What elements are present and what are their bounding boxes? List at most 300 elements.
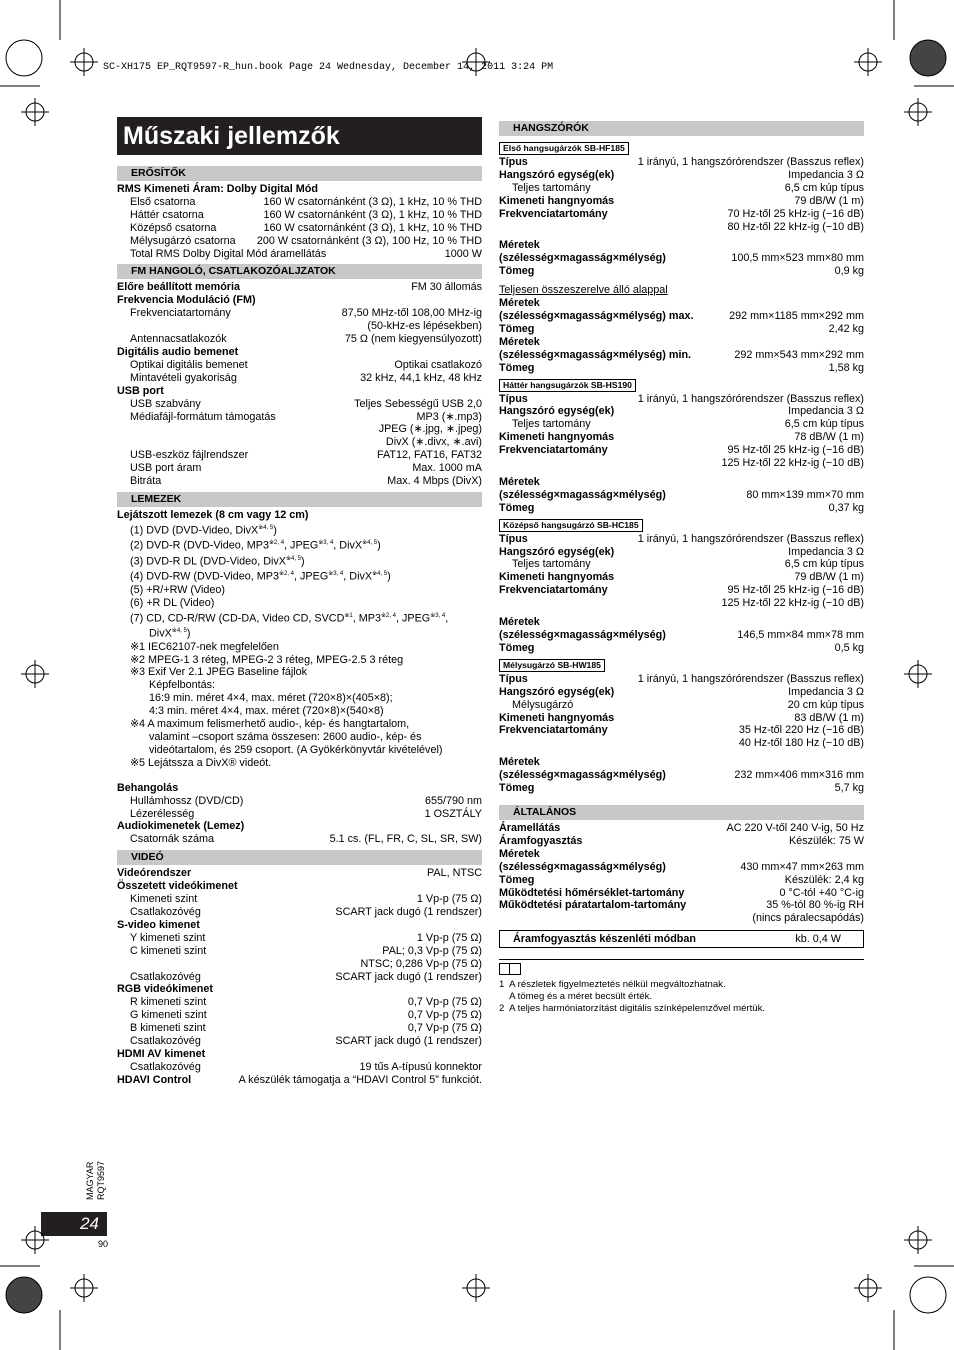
spec-group-label: Méretek [499, 335, 540, 348]
spec-value: Max. 4 Mbps (DivX) [387, 475, 482, 488]
spec-row [499, 502, 864, 515]
spec-row [499, 874, 864, 887]
spec-row [117, 1022, 482, 1035]
spec-label: Teljes tartomány [512, 558, 591, 571]
spec-group-label: Audiokimenetek (Lemez) [117, 820, 245, 833]
spec-label: Kimeneti hangnyomás [499, 571, 615, 584]
spec-row [117, 906, 482, 919]
spec-row [117, 222, 482, 235]
spec-label: Típus [499, 672, 528, 685]
divider [499, 959, 864, 960]
spec-value: AC 220 V-től 240 V-ig, 50 Hz [726, 821, 864, 834]
spec-row [117, 235, 482, 248]
spec-text-line: ※4 A maximum felismerhető audio-, kép- és hangtartalom, [130, 718, 410, 731]
right-column [499, 117, 864, 925]
spec-label: Kimeneti hangnyomás [499, 431, 615, 444]
spec-value: 78 dB/W (1 m) [794, 431, 864, 444]
spec-label: Tömeg [499, 265, 535, 278]
spec-row [499, 195, 864, 208]
spec-label: Mélysugárzó [512, 698, 574, 711]
spec-text-line: videótartalom, és 259 csoport. (A Gyökérkönyvtár kivételével) [149, 743, 443, 756]
spec-value: 1 OSZTÁLY [424, 807, 482, 820]
spec-value: 160 W csatornánként (3 Ω), 1 kHz, 10 % THD [263, 221, 482, 234]
standby-value: kb. 0,4 W [795, 933, 841, 945]
spec-label: Háttér csatorna [130, 208, 204, 221]
spec-label: Frekvenciatartomány [130, 307, 231, 320]
target-circle-br [910, 1277, 946, 1313]
section-header: FM HANGOLÓ, CSATLAKOZÓALJZATOK [117, 264, 482, 279]
spec-value: SCART jack dugó (1 rendszer) [335, 970, 482, 983]
spec-row [499, 673, 864, 686]
spec-value: 1000 W [444, 247, 482, 260]
spec-label: (szélesség×magasság×mélység) [499, 488, 666, 501]
spec-label: Lézerélesség [130, 807, 195, 820]
spec-value: 125 Hz-től 22 kHz-ig (−10 dB) [721, 457, 864, 470]
side-language: MAGYAR [85, 1161, 95, 1200]
spec-value: 1,58 kg [828, 361, 864, 374]
standby-power-box [499, 930, 864, 1015]
spec-text-line: (1) DVD (DVD-Video, DivX$^{※4, 5}$) [130, 524, 277, 537]
spec-label: Tömeg [499, 641, 535, 654]
spec-label: Tömeg [499, 873, 535, 886]
spec-group-label: Lejátszott lemezek (8 cm vagy 12 cm) [117, 508, 309, 521]
spec-label: Tömeg [499, 322, 535, 335]
spec-text-line: (3) DVD-R DL (DVD-Video, DivX$^{※4, 5}$) [130, 555, 305, 568]
section-header: ERŐSÍTŐK [117, 166, 482, 181]
spec-row [499, 912, 864, 925]
side-code: RQT9597 [96, 1160, 106, 1200]
spec-row [499, 769, 864, 782]
spec-value: 1 Vp-p (75 Ω) [416, 893, 482, 906]
spec-group-label: Méretek [499, 616, 540, 629]
spec-value: 5.1 cs. (FL, FR, C, SL, SR, SW) [329, 833, 482, 846]
section-header: VIDEÓ [117, 850, 482, 865]
spec-text-line: DivX$^{※4, 5}$) [149, 627, 191, 640]
spec-row [117, 1074, 482, 1087]
spec-value: 40 Hz-től 180 Hz (−10 dB) [738, 737, 864, 750]
spec-value: 100,5 mm×523 mm×80 mm [731, 252, 864, 265]
spec-row [499, 861, 864, 874]
footnote: 2 A teljes harmóniatorzítást digitális színképelemzővel mértük. [499, 1003, 766, 1014]
spec-group-label: HDMI AV kimenet [117, 1047, 206, 1060]
spec-label: Teljes tartomány [512, 181, 591, 194]
spec-row [117, 398, 482, 411]
spec-label: G kimeneti szint [130, 1009, 207, 1022]
spec-label: Teljes tartomány [512, 418, 591, 431]
spec-value: FAT12, FAT16, FAT32 [376, 449, 482, 462]
spec-value: 95 Hz-től 25 kHz-ig (−16 dB) [727, 444, 864, 457]
spec-label: Antennacsatlakozók [130, 333, 227, 346]
spec-row [499, 444, 864, 457]
spec-label: (szélesség×magasság×mélység) max. [499, 309, 694, 322]
footnote: A tömeg és a méret becsült érték. [499, 991, 653, 1002]
spec-text-line: (7) CD, CD-R/RW (CD-DA, Video CD, SVCD$^{※1}$, MP3$^{※2, 4}$, JPEG$^{※3, 4}$, [130, 612, 449, 625]
spacer [499, 795, 864, 801]
spec-row [117, 462, 482, 475]
book-icon [499, 963, 521, 975]
spec-row [117, 932, 482, 945]
spec-label: (szélesség×magasság×mélység) [499, 252, 666, 265]
spec-row [499, 642, 864, 655]
spec-value: Impedancia 3 Ω [788, 168, 864, 181]
spec-row [117, 333, 482, 346]
spec-row [499, 349, 864, 362]
spec-group-label: Méretek [499, 297, 540, 310]
target-circle-tl [6, 40, 42, 76]
spec-value: Készülék: 75 W [788, 834, 864, 847]
spec-row [499, 156, 864, 169]
spec-row [117, 372, 482, 385]
spec-row [499, 782, 864, 795]
spec-row [499, 323, 864, 336]
spec-row [117, 475, 482, 488]
spec-label: Csatornák száma [130, 833, 215, 846]
spec-row [117, 307, 482, 320]
spec-value: 75 Ω (nem kiegyensúlyozott) [344, 333, 482, 346]
spec-value: 20 cm kúp típus [787, 698, 864, 711]
spec-value: 79 dB/W (1 m) [794, 194, 864, 207]
spec-value: 6,5 cm kúp típus [784, 558, 864, 571]
spec-row [117, 209, 482, 222]
spec-label: Működtetési hőmérséklet-tartomány [499, 886, 685, 899]
spec-value: A készülék támogatja a “HDAVI Control 5” funkciót. [238, 1073, 482, 1086]
spec-value: 125 Hz-től 22 kHz-ig (−10 dB) [721, 597, 864, 610]
spec-label: Frekvenciatartomány [499, 724, 608, 737]
spec-value: 6,5 cm kúp típus [784, 418, 864, 431]
spec-label: (szélesség×magasság×mélység) [499, 769, 666, 782]
spec-label: R kimeneti szint [130, 996, 207, 1009]
spec-value: 430 mm×47 mm×263 mm [740, 860, 864, 873]
spec-row [499, 533, 864, 546]
footnotes [499, 979, 864, 1015]
spec-value: 0,9 kg [834, 265, 864, 278]
spec-value: 95 Hz-től 25 kHz-ig (−16 dB) [727, 584, 864, 597]
spec-row [499, 431, 864, 444]
spec-value: 1 irányú, 1 hangszórórendszer (Basszus reflex) [637, 392, 864, 405]
spec-label: Áramellátás [499, 821, 561, 834]
spec-label [117, 958, 130, 971]
spec-row [117, 1035, 482, 1048]
spec-value: 2,42 kg [828, 322, 864, 335]
spec-label: Előre beállított memória [117, 281, 240, 294]
spec-label: Hangszóró egység(ek) [499, 168, 615, 181]
spec-label [117, 320, 130, 333]
spec-value: MP3 (∗.mp3) [416, 410, 482, 423]
target-circle-tr [910, 40, 946, 76]
spec-row [117, 248, 482, 261]
spec-row [499, 169, 864, 182]
spec-label: USB port áram [130, 462, 202, 475]
spec-value: 79 dB/W (1 m) [794, 571, 864, 584]
spec-row [117, 1009, 482, 1022]
spec-value: 80 mm×139 mm×70 mm [746, 488, 864, 501]
spec-row [499, 887, 864, 900]
spec-text-line: valamint –csoport száma összesen: 2600 audio-, kép- és [149, 731, 422, 743]
standby-label: Áramfogyasztás készenléti módban [513, 933, 697, 945]
spec-label: Médiafájl-formátum támogatás [130, 410, 276, 423]
spec-label [117, 423, 130, 436]
speaker-model-label: Első hangsugárzók SB-HF185 [499, 142, 629, 155]
spec-row [499, 265, 864, 278]
file-header-line: SC-XH175 EP_RQT9597-R_hun.book Page 24 Wednesday, December 14, 2011 3:24 PM [103, 62, 554, 73]
spec-value: Impedancia 3 Ω [788, 545, 864, 558]
spec-row [499, 362, 864, 375]
section-header: LEMEZEK [117, 492, 482, 507]
spec-value: (nincs páralecsapódás) [752, 912, 864, 925]
spec-text-line: ※2 MPEG-1 3 réteg, MPEG-2 3 réteg, MPEG-2.5 3 réteg [130, 653, 404, 666]
spec-value: 0,7 Vp-p (75 Ω) [407, 996, 482, 1009]
speaker-model-row [499, 515, 864, 533]
spec-value: 35 Hz-től 220 Hz (−16 dB) [738, 724, 864, 737]
spec-row [117, 281, 482, 294]
spec-value: Optikai csatlakozó [394, 358, 482, 371]
spec-text-line: 4:3 min. méret 4×4, max. méret (720×8)×(540×8) [149, 705, 384, 718]
spec-group-label: Méretek [499, 239, 540, 252]
spec-value: 19 tűs A-típusú konnektor [359, 1060, 482, 1073]
spec-value: SCART jack dugó (1 rendszer) [335, 1035, 482, 1048]
page-title: Műszaki jellemzők [117, 117, 482, 155]
spec-label: C kimeneti szint [130, 944, 207, 957]
spec-text-line: Képfelbontás: [149, 679, 216, 692]
spec-value: PAL, NTSC [427, 867, 482, 880]
spec-row [499, 252, 864, 265]
spec-row [117, 436, 482, 449]
spec-label: B kimeneti szint [130, 1022, 206, 1035]
spec-row [499, 489, 864, 502]
spec-row [499, 221, 864, 234]
spec-text-line: ※3 Exif Ver 2.1 JPEG Baseline fájlok [130, 666, 308, 679]
page-number: 24 [41, 1212, 107, 1236]
spec-label: Típus [499, 532, 528, 545]
spec-group-label: Behangolás [117, 781, 179, 794]
spec-label: Hangszóró egység(ek) [499, 405, 615, 418]
spec-row [117, 808, 482, 821]
spec-row [499, 571, 864, 584]
spec-label: Videórendszer [117, 867, 192, 880]
spec-value: 70 Hz-től 25 kHz-ig (−16 dB) [727, 207, 864, 220]
spec-label: Total RMS Dolby Digital Mód áramellátás [130, 247, 327, 260]
spec-text-line: (2) DVD-R (DVD-Video, MP3$^{※2, 4}$, JPEG$^{※3, 4}$, DivX$^{※4, 5}$) [130, 539, 381, 552]
spec-group-label: Méretek [499, 475, 540, 488]
spec-value: 35 %-tól 80 %-ig RH [766, 899, 864, 912]
spec-label: Csatlakozóvég [130, 970, 201, 983]
spec-text-line: ※1 IEC62107-nek megfelelően [130, 640, 279, 653]
spec-text-line: ※5 Lejátssza a DivX® videót. [130, 756, 272, 769]
spec-value: Készülék: 2,4 kg [784, 873, 864, 886]
spec-row [117, 359, 482, 372]
spec-label: Csatlakozóvég [130, 1060, 201, 1073]
spec-row [117, 958, 482, 971]
spec-label: Kimeneti hangnyomás [499, 711, 615, 724]
sub-page-number: 90 [98, 1239, 109, 1249]
spec-row [499, 712, 864, 725]
spec-value: Impedancia 3 Ω [788, 405, 864, 418]
spec-text-line: (5) +R/+RW (Video) [130, 583, 226, 596]
spec-label: Optikai digitális bemenet [130, 358, 248, 371]
spacer [117, 770, 482, 782]
spec-row [499, 405, 864, 418]
spec-group-label: USB port [117, 384, 164, 397]
spec-value: PAL; 0,3 Vp-p (75 Ω) [382, 944, 482, 957]
spec-row [499, 629, 864, 642]
spec-label: Mélysugárzó csatorna [130, 234, 236, 247]
spec-label: Tömeg [499, 782, 535, 795]
spec-row [499, 822, 864, 835]
spec-row [499, 457, 864, 470]
spec-value: 200 W csatornánként (3 Ω), 100 Hz, 10 % THD [256, 234, 482, 247]
spec-value: 0,7 Vp-p (75 Ω) [407, 1009, 482, 1022]
spec-label: Hangszóró egység(ek) [499, 545, 615, 558]
spec-group-label: Frekvencia Moduláció (FM) [117, 294, 256, 307]
spec-row [499, 737, 864, 750]
speaker-model-row [499, 138, 864, 156]
spec-label: Középső csatorna [130, 221, 217, 234]
spec-row [117, 795, 482, 808]
spec-text-line: (6) +R DL (Video) [130, 596, 215, 609]
spec-group-label: S-video kimenet [117, 918, 200, 931]
spec-label: Működtetési páratartalom-tartomány [499, 899, 687, 912]
spec-row [117, 867, 482, 880]
spec-row [499, 310, 864, 323]
spec-value: 146,5 mm×84 mm×78 mm [737, 629, 864, 641]
spec-row [499, 546, 864, 559]
spec-value: 655/790 nm [424, 794, 482, 807]
spec-group-label: Méretek [499, 756, 540, 769]
spec-group-label: Összetett videókimenet [117, 880, 238, 893]
spec-row [117, 833, 482, 846]
footnote: 1 A részletek figyelmeztetés nélkül megváltozhatnak. [499, 979, 726, 990]
spec-label: Frekvenciatartomány [499, 444, 608, 457]
spec-label [117, 436, 130, 449]
spec-row [499, 584, 864, 597]
speaker-model-row [499, 655, 864, 673]
speaker-model-label: Középső hangsugárzó SB-HC185 [499, 519, 643, 532]
spec-subheading: Teljesen összeszerelve álló alappal [499, 284, 668, 297]
spec-value: 0,5 kg [834, 641, 864, 654]
spec-row [117, 893, 482, 906]
spec-text-line: 16:9 min. méret 4×4, max. méret (720×8)×(405×8); [149, 692, 393, 705]
spec-label: (szélesség×magasság×mélység) [499, 629, 666, 641]
left-column [117, 162, 482, 1087]
spec-label: Típus [499, 392, 528, 405]
spec-label: Y kimeneti szint [130, 931, 206, 944]
section-header: HANGSZÓRÓK [499, 121, 864, 136]
spec-group-label: Digitális audio bemenet [117, 345, 239, 358]
spec-label: Tömeg [499, 361, 535, 374]
spec-row [499, 208, 864, 221]
spec-value: 80 Hz-től 22 kHz-ig (−10 dB) [727, 220, 864, 233]
spec-value: 292 mm×543 mm×292 mm [734, 348, 864, 361]
spec-row [499, 899, 864, 912]
spec-text-line: (4) DVD-RW (DVD-Video, MP3$^{※2, 4}$, JPEG$^{※3, 4}$, DivX$^{※4, 5}$) [130, 570, 391, 583]
spec-label: Áramfogyasztás [499, 834, 583, 847]
spec-label: Bitráta [130, 475, 162, 488]
spec-value: 5,7 kg [834, 782, 864, 795]
spec-value: 32 kHz, 44,1 kHz, 48 kHz [360, 371, 482, 384]
spec-row [117, 996, 482, 1009]
spec-row [499, 182, 864, 195]
spec-value: Impedancia 3 Ω [788, 685, 864, 698]
target-circle-bl [6, 1277, 42, 1313]
spec-value: SCART jack dugó (1 rendszer) [335, 905, 482, 918]
spec-label: Típus [499, 156, 528, 168]
spec-value: 1 Vp-p (75 Ω) [416, 931, 482, 944]
spec-row [499, 724, 864, 737]
spec-value: 0,7 Vp-p (75 Ω) [407, 1022, 482, 1035]
spec-value: 6,5 cm kúp típus [784, 181, 864, 194]
spec-label: (szélesség×magasság×mélység) [499, 860, 666, 873]
spec-value: 160 W csatornánként (3 Ω), 1 kHz, 10 % THD [263, 195, 482, 208]
spec-value: Max. 1000 mA [412, 462, 482, 475]
spec-row [499, 597, 864, 610]
spec-label: Csatlakozóvég [130, 905, 201, 918]
spec-value: 160 W csatornánként (3 Ω), 1 kHz, 10 % THD [263, 208, 482, 221]
spec-row [117, 449, 482, 462]
spec-row [117, 1061, 482, 1074]
spec-row [117, 196, 482, 209]
spec-row [499, 418, 864, 431]
spec-value: 1 irányú, 1 hangszórórendszer (Basszus reflex) [637, 532, 864, 545]
spec-label: Mintavételi gyakoriság [130, 371, 237, 384]
spec-value: 0 °C-tól +40 °C-ig [779, 886, 864, 899]
spec-value: NTSC; 0,286 Vp-p (75 Ω) [360, 957, 482, 970]
spec-value: JPEG (∗.jpg, ∗.jpeg) [378, 423, 482, 436]
spec-label: Frekvenciatartomány [499, 207, 608, 220]
spec-label: (szélesség×magasság×mélység) min. [499, 348, 692, 361]
speaker-model-row [499, 375, 864, 393]
spec-row [117, 945, 482, 958]
spec-row [499, 835, 864, 848]
spec-value: 292 mm×1185 mm×292 mm [729, 309, 864, 322]
spec-value: 1 irányú, 1 hangszórórendszer (Basszus reflex) [637, 156, 864, 168]
spec-value: 0,37 kg [828, 501, 864, 514]
spec-value: 1 irányú, 1 hangszórórendszer (Basszus reflex) [637, 672, 864, 685]
spec-label: Kimeneti hangnyomás [499, 194, 615, 207]
spec-group-label: RMS Kimeneti Áram: Dolby Digital Mód [117, 183, 318, 195]
spec-label: USB-eszköz fájlrendszer [130, 449, 249, 462]
spec-row [499, 699, 864, 712]
spec-row [499, 558, 864, 571]
spec-row [117, 411, 482, 424]
spec-row [499, 393, 864, 406]
spec-row [117, 971, 482, 984]
spec-label: Tömeg [499, 501, 535, 514]
speaker-model-label: Mélysugárzó SB-HW185 [499, 659, 605, 672]
spec-value: Teljes Sebességű USB 2,0 [354, 397, 482, 410]
spec-label: Hangszóró egység(ek) [499, 685, 615, 698]
spec-row [117, 320, 482, 333]
spec-group-label: Méretek [499, 847, 540, 860]
spec-value: 83 dB/W (1 m) [794, 711, 864, 724]
spec-value: 87,50 MHz-től 108,00 MHz-ig [341, 307, 482, 320]
spec-value: (50-kHz-es lépésekben) [367, 320, 482, 333]
spec-label: Első csatorna [130, 195, 196, 208]
spec-label: Kimeneti szint [130, 893, 198, 906]
spec-label: Hullámhossz (DVD/CD) [130, 794, 244, 807]
spec-value: 232 mm×406 mm×316 mm [734, 769, 864, 782]
spec-value: DivX (∗.divx, ∗.avi) [385, 436, 482, 449]
spec-value: FM 30 állomás [411, 281, 482, 294]
speaker-model-label: Háttér hangsugárzók SB-HS190 [499, 379, 636, 392]
spec-label: Csatlakozóvég [130, 1035, 201, 1048]
spec-row [499, 686, 864, 699]
spec-label: Frekvenciatartomány [499, 584, 608, 597]
section-header: ÁLTALÁNOS [499, 805, 864, 820]
spec-label: USB szabvány [130, 397, 201, 410]
spec-label: HDAVI Control [117, 1073, 192, 1086]
spec-row [117, 423, 482, 436]
spec-group-label: RGB videókimenet [117, 983, 213, 996]
